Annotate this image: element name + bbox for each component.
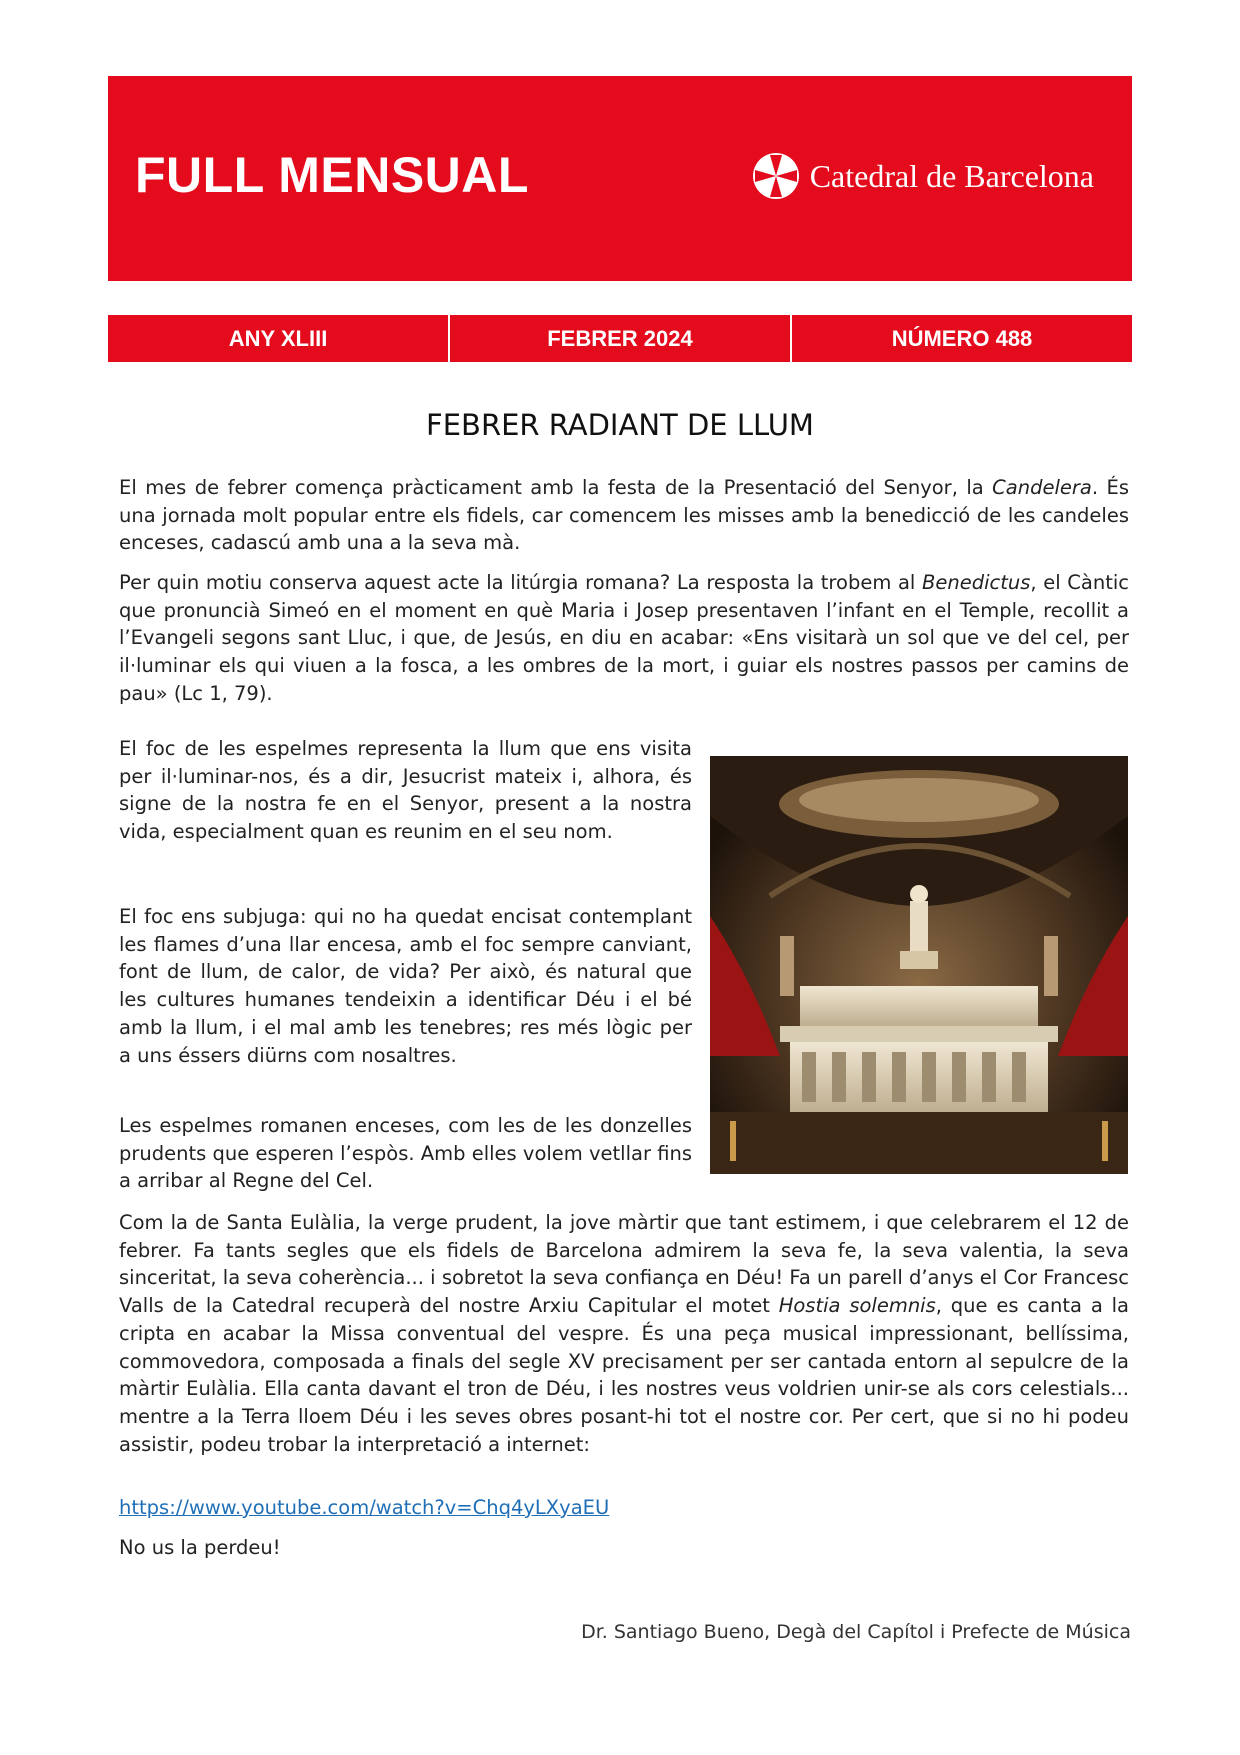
- signature: Dr. Santiago Bueno, Degà del Capítol i Prefecte de Música: [581, 1621, 1131, 1643]
- paragraph-5-text: Les espelmes romanen enceses, com les de les donzelles prudents que esperen l’espòs. Amb elles volem vetllar fins a arribar al Regne del Cel.: [119, 1114, 692, 1193]
- paragraph-1-text-b: . És una jornada molt popular entre els fidels, car comencem les misses amb la benedicció de les candeles enceses, cadascú amb una a la seva mà.: [119, 476, 1129, 555]
- issue-year: ANY XLIII: [228, 325, 328, 351]
- youtube-link[interactable]: https://www.youtube.com/watch?v=Chq4yLXyaEU: [119, 1496, 610, 1519]
- brand-name: Catedral de Barcelona: [809, 158, 1094, 194]
- paragraph-6-emphasis: Hostia solemnis: [778, 1294, 936, 1318]
- paragraph-1-emphasis: Candelera: [992, 476, 1092, 499]
- paragraph-2-text-a: Per quin motiu conserva aquest acte la litúrgia romana? La resposta la trobem al: [119, 571, 922, 594]
- paragraph-4-text: El foc ens subjuga: qui no ha quedat encisat contemplant les flames d’una llar encesa, amb el foc sempre canviant, font de llum, de calor, de vida? Per això, és natural que les cultures humanes tendeixin a identificar Déu i el bé amb la llum, i el mal amb les tenebres; res més lògic per a uns éssers diürns com nosaltres.: [119, 905, 692, 1067]
- issue-info-bar: [108, 315, 1132, 362]
- paragraph-6-text-b: , que es canta a la cripta en acabar la Missa conventual del vespre. És una peça musical impressionant, bellíssima, commovedora, composada a finals del segle XV precisament per ser cantada entorn al sepulcre de la màrtir Eulàlia. Ella canta davant el tron de Déu, i les nostres veus voldrien unir-se als cors celestials... mentre a la Terra lloem Déu i les seves obres posant-hi tot el nostre cor. Per cert, que si no hi podeu assistir, podeu trobar la interpretació a internet:: [119, 1294, 1129, 1456]
- paragraph-6-text-a: Com la de Santa Eulàlia, la verge prudent, la jove màrtir que tant estimem, i que celebrarem el 12 de febrer. Fa tants segles que els fidels de Barcelona admirem la seva fe, la seva valentia, la seva sinceritat, la seva coherència... i sobretot la seva confiança en Déu! Fa un parell d’anys el Cor Francesc Valls de la Catedral recuperà del nostre Arxiu Capitular el motet: [119, 1211, 1129, 1318]
- issue-number: NÚMERO 488: [790, 315, 1132, 362]
- article-title: FEBRER RADIANT DE LLUM: [426, 408, 814, 442]
- paragraph-3-text: El foc de les espelmes representa la llum que ens visita per il·luminar-nos, és a dir, Jesucrist mateix i, alhora, és signe de la nostra fe en el Senyor, present a la nostra vida, especialment quan es reunim en el seu nom.: [119, 737, 692, 844]
- newsletter-title: FULL MENSUAL: [135, 147, 529, 203]
- masthead: [108, 76, 1132, 281]
- link-paragraph: [119, 1494, 1129, 1522]
- paragraph-3: [119, 735, 692, 846]
- closing-paragraph: [119, 1534, 1129, 1562]
- issue-month: FEBRER 2024: [448, 315, 790, 362]
- paragraph-2-text-b: , el Càntic que pronuncià Simeó en el moment en què Maria i Josep presentaven l’infant en el Temple, recollit a l’Evangeli segons sant Lluc, i que, de Jesús, en diu en acabar: «Ens visitarà un sol que ve del cel, per il·luminar els qui viuen a la fosca, a les ombres de la mort, i guiar els nostres passos per camins de pau» (Lc 1, 79).: [119, 571, 1129, 705]
- paragraph-4: [119, 903, 692, 1069]
- paragraph-2-emphasis: Benedictus: [921, 571, 1031, 594]
- crypt-photo: [710, 756, 1128, 1174]
- paragraph-1: [119, 474, 1129, 557]
- brand-logo: [752, 152, 1094, 200]
- paragraph-2: [119, 569, 1129, 708]
- crypt-photo-illustration: [710, 756, 1128, 1174]
- cross-icon: [752, 152, 800, 200]
- paragraph-1-text-a: El mes de febrer comença pràcticament amb la festa de la Presentació del Senyor, la: [119, 476, 993, 499]
- closing-text: No us la perdeu!: [119, 1536, 281, 1559]
- paragraph-5: [119, 1112, 692, 1195]
- paragraph-6: [119, 1209, 1129, 1458]
